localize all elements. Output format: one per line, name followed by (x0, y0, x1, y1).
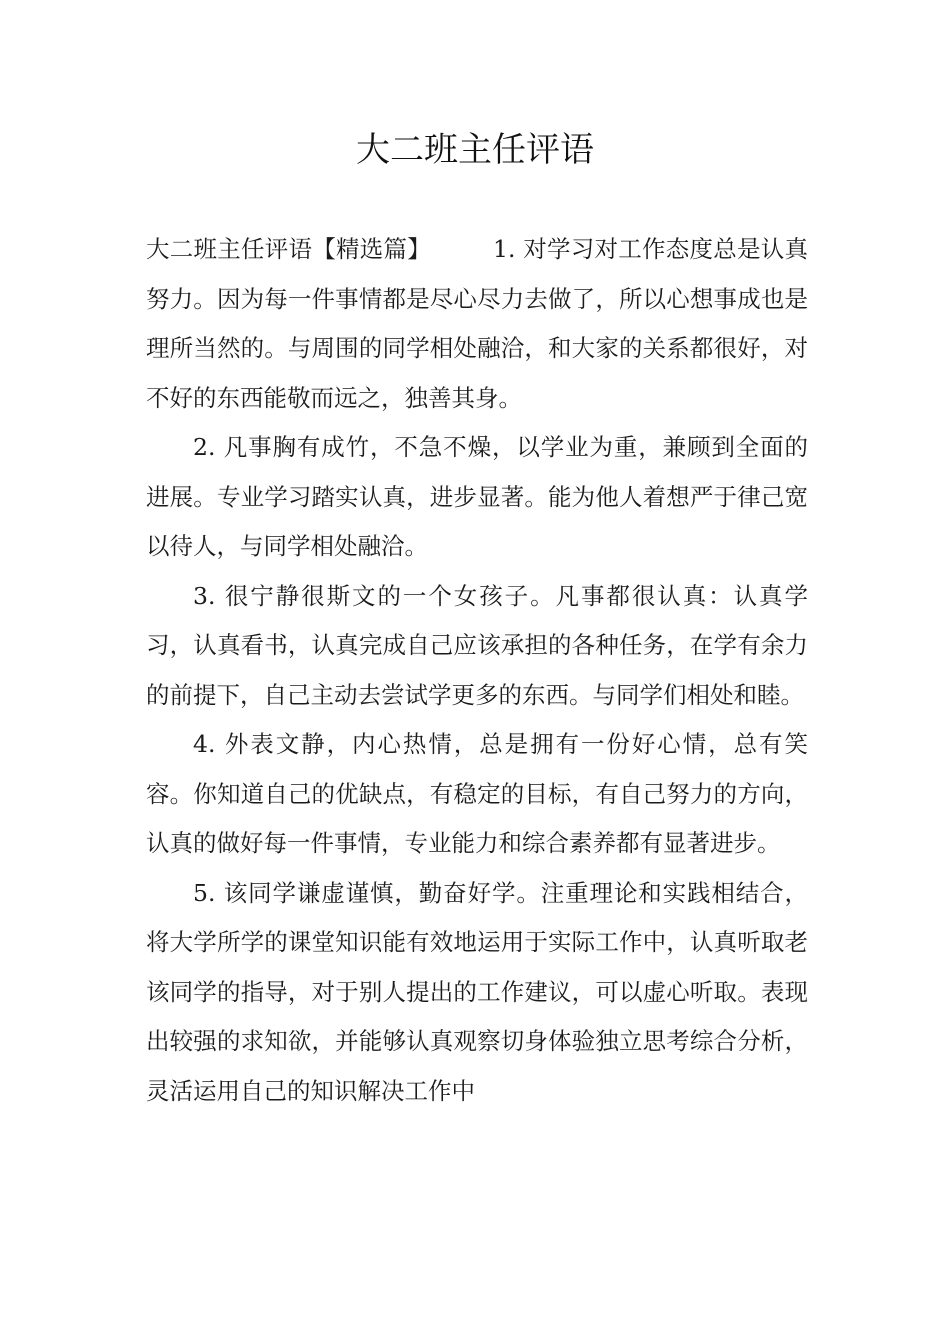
paragraph-2: 2. 凡事胸有成竹，不急不燥，以学业为重，兼顾到全面的进展。专业学习踏实认真，进步显著。能为他人着想严于律己宽以待人，与同学相处融洽。 (146, 433, 808, 560)
document-body (146, 225, 808, 1116)
paragraph-4: 4. 外表文静，内心热情，总是拥有一份好心情，总有笑容。你知道自己的优缺点，有稳定的目标，有自己努力的方向，认真的做好每一件事情，专业能力和综合素养都有显著进步。 (146, 730, 808, 857)
document-title: 大二班主任评语 (356, 130, 594, 170)
paragraph-5: 5. 该同学谦虚谨慎，勤奋好学。注重理论和实践相结合，将大学所学的课堂知识能有效地运用于实际工作中，认真听取老该同学的指导，对于别人提出的工作建议，可以虚心听取。表现出较强的求知欲，并能够认真观察切身体验独立思考综合分析，灵活运用自己的知识解决工作中 (146, 878, 808, 1105)
paragraph-text: 1. 对学习对工作态度总是认真努力。因为每一件事情都是尽心尽力去做了，所以心想事成也是理所当然的。与周围的同学相处融洽，和大家的关系都很好，对不好的东西能敬而远之，独善其身。 (146, 235, 808, 412)
paragraph-3: 3. 很宁静很斯文的一个女孩子。凡事都很认真：认真学习，认真看书，认真完成自己应该承担的各种任务，在学有余力的前提下，自己主动去尝试学更多的东西。与同学们相处和睦。 (146, 581, 808, 709)
intro-heading: 大二班主任评语【精选篇】 (146, 235, 432, 263)
paragraph-1 (146, 225, 808, 423)
